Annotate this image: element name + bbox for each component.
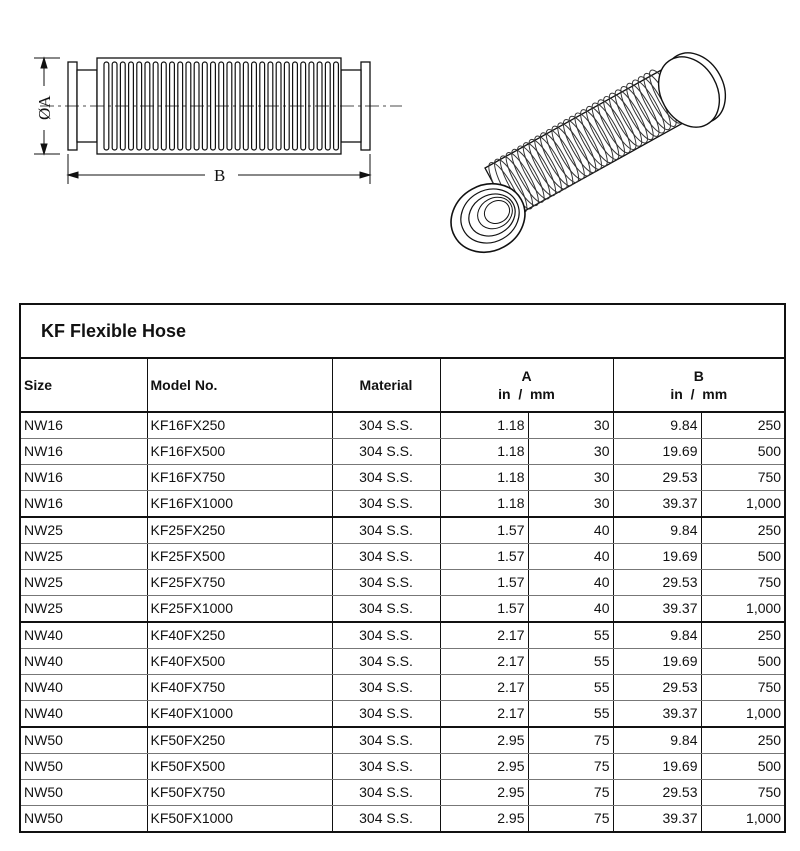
- cell-a-in: 1.18: [440, 412, 528, 439]
- table-row: [20, 649, 785, 675]
- cell-a-in: 2.17: [440, 675, 528, 701]
- cell-b-mm: 500: [701, 544, 785, 570]
- cell-b-mm: 750: [701, 675, 785, 701]
- spec-table-body: [20, 412, 785, 832]
- cell-b-in: 29.53: [613, 675, 701, 701]
- cell-a-in: 2.95: [440, 727, 528, 754]
- hose-perspective-drawing: [440, 40, 750, 270]
- cell-size: NW40: [20, 622, 147, 649]
- cell-b-in: 39.37: [613, 596, 701, 623]
- cell-model: KF25FX750: [147, 570, 332, 596]
- cell-size: NW25: [20, 544, 147, 570]
- cell-material: 304 S.S.: [332, 412, 440, 439]
- cell-b-mm: 1,000: [701, 491, 785, 518]
- cell-size: NW16: [20, 439, 147, 465]
- table-row: [20, 806, 785, 833]
- cell-a-in: 1.18: [440, 465, 528, 491]
- cell-b-in: 19.69: [613, 754, 701, 780]
- table-row: [20, 465, 785, 491]
- cell-b-in: 29.53: [613, 780, 701, 806]
- cell-material: 304 S.S.: [332, 622, 440, 649]
- cell-model: KF40FX250: [147, 622, 332, 649]
- table-row: [20, 517, 785, 544]
- cell-model: KF40FX500: [147, 649, 332, 675]
- cell-a-mm: 75: [528, 754, 613, 780]
- table-row: [20, 491, 785, 518]
- cell-a-mm: 75: [528, 806, 613, 833]
- table-title: KF Flexible Hose: [20, 304, 785, 358]
- table-row: [20, 596, 785, 623]
- cell-b-mm: 500: [701, 754, 785, 780]
- cell-b-in: 19.69: [613, 439, 701, 465]
- header-size: Size: [20, 358, 147, 412]
- cell-model: KF16FX500: [147, 439, 332, 465]
- cell-b-mm: 250: [701, 517, 785, 544]
- cell-model: KF40FX750: [147, 675, 332, 701]
- cell-material: 304 S.S.: [332, 596, 440, 623]
- cell-b-mm: 1,000: [746, 810, 782, 826]
- cell-material: 304 S.S.: [332, 701, 440, 728]
- cell-a-in: 1.18: [440, 439, 528, 465]
- cell-material: 304 S.S.: [332, 727, 440, 754]
- cell-a-mm: 30: [528, 465, 613, 491]
- cell-model: KF16FX250: [147, 412, 332, 439]
- cell-size: NW25: [20, 596, 147, 623]
- spec-table: [19, 303, 786, 833]
- cell-b-mm: 750: [701, 570, 785, 596]
- cell-a-mm: 40: [528, 517, 613, 544]
- cell-model: KF16FX1000: [147, 491, 332, 518]
- cell-model: KF40FX1000: [147, 701, 332, 728]
- table-row: [20, 727, 785, 754]
- header-a-units: in / mm: [498, 386, 555, 402]
- cell-b-mm: 750: [701, 780, 785, 806]
- cell-b-in: 39.37: [613, 701, 701, 728]
- cell-model: KF25FX250: [147, 517, 332, 544]
- cell-size: NW25: [20, 517, 147, 544]
- cell-size: NW50: [20, 780, 147, 806]
- header-a: [440, 358, 613, 412]
- header-b-label: B: [693, 368, 704, 384]
- cell-material: 304 S.S.: [332, 544, 440, 570]
- header-b: [613, 358, 785, 412]
- cell-a-in: 2.95: [440, 780, 528, 806]
- hose-body-3d: [440, 42, 737, 265]
- cell-a-mm: 55: [528, 649, 613, 675]
- cell-size: NW16: [20, 412, 147, 439]
- cell-size: NW40: [20, 675, 147, 701]
- cell-material: 304 S.S.: [332, 754, 440, 780]
- cell-b-mm: 1,000: [701, 596, 785, 623]
- table-row: [20, 544, 785, 570]
- cell-size: NW50: [20, 727, 147, 754]
- cell-model: KF50FX1000: [147, 806, 332, 833]
- cell-material: 304 S.S.: [332, 517, 440, 544]
- hose-dimension-drawing: [30, 42, 410, 192]
- table-row: [20, 701, 785, 728]
- cell-a-mm: 55: [528, 622, 613, 649]
- cell-model: KF25FX500: [147, 544, 332, 570]
- cell-size: NW50: [20, 754, 147, 780]
- cell-material: 304 S.S.: [332, 675, 440, 701]
- cell-material: 304 S.S.: [332, 806, 440, 833]
- cell-model: KF50FX500: [147, 754, 332, 780]
- table-row: [20, 780, 785, 806]
- cell-material: 304 S.S.: [332, 491, 440, 518]
- cell-a-in: 2.95: [440, 806, 528, 833]
- cell-a-mm: 75: [528, 727, 613, 754]
- cell-b-in: 9.84: [613, 517, 701, 544]
- cell-model: KF50FX250: [147, 727, 332, 754]
- dimension-b-label: B: [214, 166, 226, 185]
- table-row: [20, 570, 785, 596]
- cell-a-mm: 55: [528, 701, 613, 728]
- cell-b-mm: 250: [701, 622, 785, 649]
- header-model: Model No.: [147, 358, 332, 412]
- header-a-label: A: [521, 368, 532, 384]
- cell-a-mm: 40: [528, 544, 613, 570]
- cell-b-in: 9.84: [613, 727, 701, 754]
- cell-b-in: 29.53: [613, 465, 701, 491]
- cell-b-mm: 250: [701, 412, 785, 439]
- cell-a-in: 2.17: [440, 649, 528, 675]
- table-row: [20, 675, 785, 701]
- cell-a-in: 2.17: [440, 622, 528, 649]
- cell-material: 304 S.S.: [332, 439, 440, 465]
- cell-b-in: 39.37: [613, 806, 701, 833]
- header-material: Material: [332, 358, 440, 412]
- table-row: [20, 622, 785, 649]
- cell-b-mm: 500: [701, 439, 785, 465]
- cell-b-in: 9.84: [613, 412, 701, 439]
- cell-model: KF16FX750: [147, 465, 332, 491]
- cell-a-mm: 55: [528, 675, 613, 701]
- cell-b-in: 19.69: [613, 544, 701, 570]
- cell-a-mm: 30: [528, 439, 613, 465]
- cell-material: 304 S.S.: [332, 780, 440, 806]
- cell-a-in: 2.17: [440, 701, 528, 728]
- cell-model: KF25FX1000: [147, 596, 332, 623]
- cell-b-in: 29.53: [613, 570, 701, 596]
- cell-a-in: 1.57: [440, 544, 528, 570]
- cell-a-in: 1.57: [440, 596, 528, 623]
- cell-b-mm: 750: [701, 465, 785, 491]
- table-row: [20, 439, 785, 465]
- cell-b-in: 9.84: [613, 622, 701, 649]
- table-row: [20, 412, 785, 439]
- cell-size: NW40: [20, 649, 147, 675]
- cell-a-mm: 40: [528, 570, 613, 596]
- cell-a-mm: 40: [528, 596, 613, 623]
- cell-material: 304 S.S.: [332, 570, 440, 596]
- cell-b-mm: 1,000: [701, 701, 785, 728]
- cell-size: NW25: [20, 570, 147, 596]
- cell-material: 304 S.S.: [332, 649, 440, 675]
- cell-b-in: 19.69: [613, 649, 701, 675]
- cell-a-in: 1.57: [440, 570, 528, 596]
- cell-b-in: 39.37: [613, 491, 701, 518]
- cell-a-mm: 30: [528, 412, 613, 439]
- cell-a-in: 2.95: [440, 754, 528, 780]
- table-row: [20, 754, 785, 780]
- cell-size: NW40: [20, 701, 147, 728]
- cell-a-mm: 30: [528, 491, 613, 518]
- cell-a-in: 1.18: [440, 491, 528, 518]
- cell-b-mm: 250: [701, 727, 785, 754]
- cell-material: 304 S.S.: [332, 465, 440, 491]
- cell-size: NW16: [20, 491, 147, 518]
- cell-size: NW16: [20, 465, 147, 491]
- cell-size: NW50: [20, 806, 147, 833]
- header-b-units: in / mm: [670, 386, 728, 402]
- cell-b-mm: 500: [701, 649, 785, 675]
- cell-model: KF50FX750: [147, 780, 332, 806]
- cell-a-in: 1.57: [440, 517, 528, 544]
- dimension-a-label: ØA: [35, 95, 54, 120]
- cell-a-mm: 75: [528, 780, 613, 806]
